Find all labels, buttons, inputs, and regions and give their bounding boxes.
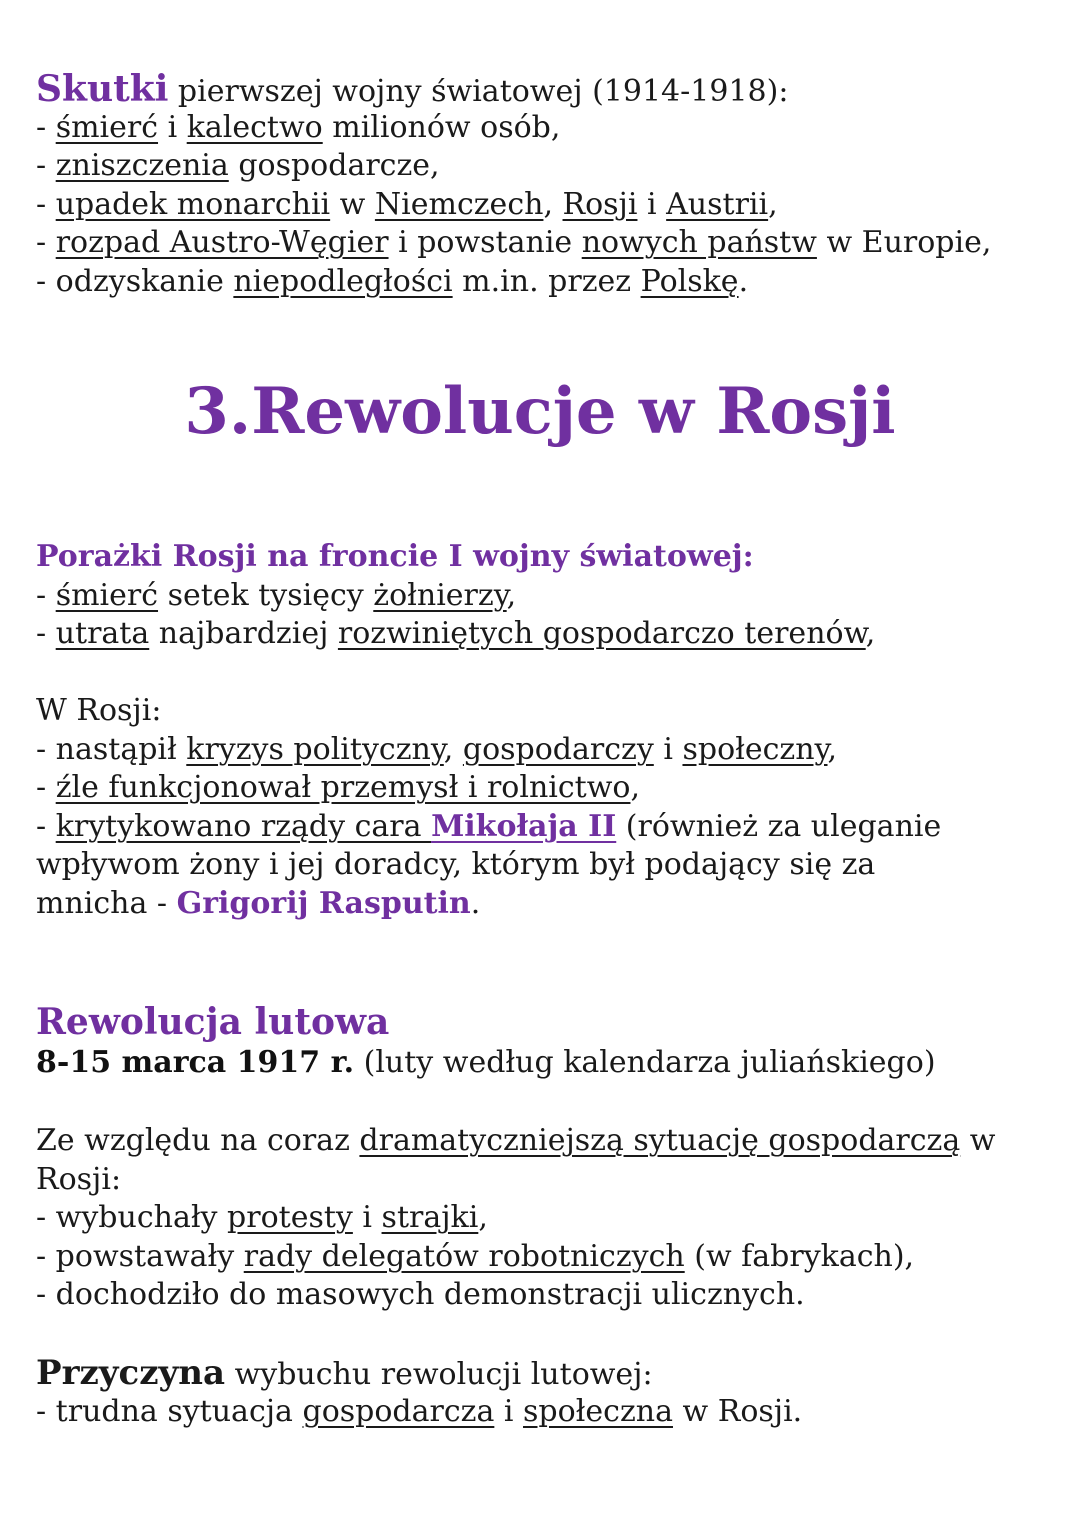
february-revolution-section	[36, 1000, 1046, 1083]
tsar-name: Mikołaja II	[431, 808, 617, 844]
february-revolution-heading: Rewolucja lutowa	[36, 1001, 390, 1043]
economic-item: - dochodziło do masowych demonstracji ulicznych.	[36, 1277, 805, 1312]
rasputin-name: Grigorij Rasputin	[176, 885, 471, 921]
consequence-item: - upadek monarchii w Niemczech, Rosji i Austrii,	[36, 186, 778, 222]
economic-intro: Ze względu na coraz dramatyczniejszą sytuację gospodarczą w	[36, 1123, 996, 1158]
crisis-continuation: mnicha - Grigorij Rasputin.	[36, 885, 481, 921]
consequence-item: - rozpad Austro-Węgier i powstanie nowych państw w Europie,	[36, 225, 992, 260]
economic-item: - wybuchały protesty i strajki,	[36, 1200, 488, 1235]
cause-heading: Przyczyna wybuchu rewolucji lutowej:	[36, 1353, 653, 1393]
crisis-item: - nastąpił kryzys polityczny, gospodarczy i społeczny,	[36, 731, 838, 767]
defeat-item: - śmierć setek tysięcy żołnierzy,	[36, 577, 517, 613]
february-revolution-date: 8-15 marca 1917 r. (luty według kalendarza juliańskiego)	[36, 1045, 936, 1080]
consequence-item: - odzyskanie niepodległości m.in. przez Polskę.	[36, 263, 749, 299]
economic-intro-cont: Rosji:	[36, 1161, 122, 1197]
cause-item: - trudna sytuacja gospodarcza i społeczna w Rosji.	[36, 1393, 803, 1429]
economic-situation-section	[36, 1122, 1046, 1315]
crisis-item: - krytykowano rządy cara Mikołaja II (również za uleganie	[36, 808, 942, 844]
crisis-continuation: wpływom żony i jej doradcy, którym był podający się za	[36, 847, 876, 882]
cause-section	[36, 1354, 1046, 1431]
consequence-item: - śmierć i kalectwo milionów osób,	[36, 109, 561, 145]
russia-crisis-section	[36, 692, 1046, 923]
defeats-section	[36, 538, 1046, 654]
crisis-item: - źle funkcjonował przemysł i rolnictwo,	[36, 770, 641, 805]
consequences-keyword: Skutki	[36, 68, 169, 110]
defeats-heading: Porażki Rosji na froncie I wojny światowej:	[36, 539, 754, 574]
defeat-item: - utrata najbardziej rozwiniętych gospodarczo terenów,	[36, 616, 876, 651]
economic-item: - powstawały rady delegatów robotniczych (w fabrykach),	[36, 1238, 915, 1274]
page-title: 3.Rewolucje w Rosji	[184, 374, 896, 449]
consequences-heading-rest: pierwszej wojny światowej (1914-1918):	[177, 74, 789, 109]
consequences-heading	[36, 70, 1046, 109]
consequences-section	[36, 70, 1046, 301]
consequence-item: - zniszczenia gospodarcze,	[36, 148, 440, 183]
russia-intro: W Rosji:	[36, 693, 162, 728]
